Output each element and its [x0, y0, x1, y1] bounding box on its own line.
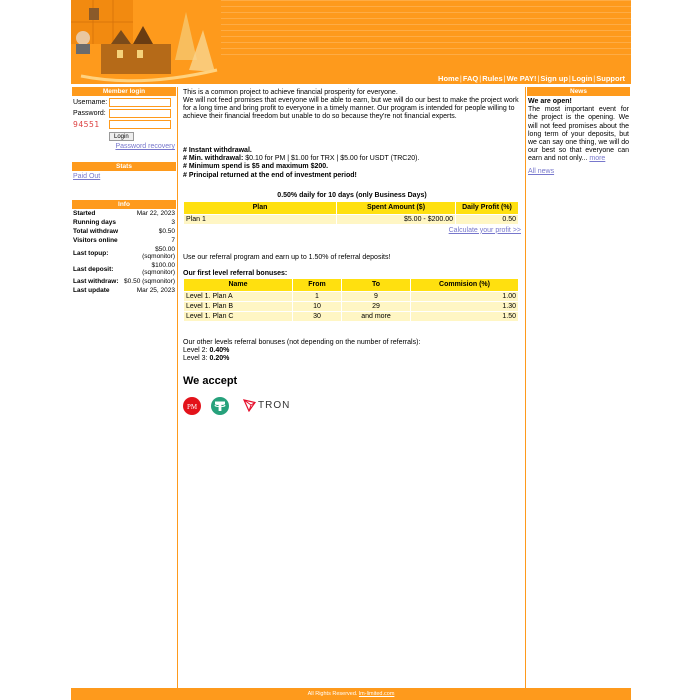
captcha-image: 94551 — [73, 120, 100, 129]
nav-faq[interactable]: FAQ — [462, 74, 479, 83]
referral-text: Use our referral program and earn up to 1.50% of referral deposits! — [183, 253, 391, 261]
perfect-money-icon — [183, 397, 201, 415]
footer — [71, 688, 631, 700]
level2-value: 0.40% — [209, 346, 230, 354]
username-label: Username: — [73, 99, 108, 106]
top-navigation — [438, 74, 625, 83]
plan-title: 0.50% daily for 10 days (only Business Days) — [277, 191, 427, 199]
header-banner-image — [71, 0, 221, 84]
nav-separator: | — [593, 74, 596, 83]
login-button[interactable]: Login — [109, 132, 134, 141]
nav-login[interactable]: Login — [571, 74, 593, 83]
header — [71, 0, 631, 84]
nav-separator: | — [503, 74, 506, 83]
news-item — [526, 96, 631, 166]
news-more-link[interactable]: more — [589, 155, 606, 163]
stats-title: Stats — [72, 162, 176, 171]
all-news-link[interactable]: All news — [528, 167, 555, 175]
right-sidebar — [525, 87, 631, 688]
table-row: Plan 1 $5.00 - $200.00 0.50 — [184, 214, 519, 224]
calculate-profit-link[interactable]: Calculate your profit >> — [448, 226, 521, 234]
paid-out-link[interactable]: Paid Out — [73, 173, 101, 180]
news-headline: We are open! — [528, 98, 572, 105]
info-row: Started Mar 22, 2023 — [73, 210, 175, 217]
left-sidebar — [71, 87, 178, 688]
member-login-title: Member login — [72, 87, 176, 96]
plan-table: Plan Spent Amount ($) Daily Profit (%) Plan 1 $5.00 - $200.00 0.50 — [183, 201, 519, 225]
password-input[interactable] — [109, 109, 171, 118]
referral-title: Our first level referral bonuses: — [183, 269, 288, 277]
footer-copyright: All Rights Reserved. — [307, 691, 358, 697]
info-row: Last withdraw: $0.50 (sqmonitor) — [73, 278, 175, 285]
footer-site-link[interactable]: lm-limited.com — [358, 691, 395, 697]
tron-logo — [243, 399, 290, 412]
nav-separator: | — [459, 74, 462, 83]
info-row: Running days 3 — [73, 219, 175, 226]
table-row: Level 1. Plan B 10 29 1.30 — [184, 301, 519, 311]
info-row: Last update Mar 25, 2023 — [73, 287, 175, 294]
username-input[interactable] — [109, 98, 171, 107]
other-levels-text: Our other levels referral bonuses (not depending on the number of referrals): — [183, 338, 421, 346]
info-table — [72, 209, 176, 295]
info-row: Last deposit: $100.00 (sqmonitor) — [73, 262, 175, 276]
info-row: Last topup: $50.00 (sqmonitor) — [73, 246, 175, 260]
table-row: Level 1. Plan A 1 9 1.00 — [184, 291, 519, 301]
info-row: Visitors online 7 — [73, 237, 175, 244]
nav-sign-up[interactable]: Sign up — [540, 74, 568, 83]
nav-separator: | — [568, 74, 571, 83]
news-text: The most important event for the project is the opening. We will not feed promises about the long term of your deposits, but we can say one thing, we will do our best so that everyone can earn and not only... — [528, 106, 629, 163]
tron-icon — [243, 399, 256, 412]
password-label: Password: — [73, 110, 106, 117]
news-title: News — [527, 87, 630, 96]
captcha-input[interactable] — [109, 120, 171, 129]
we-accept-title: We accept — [183, 374, 238, 387]
main-content: This is a common project to achieve financial prosperity for everyone. We will not feed promises that everyone will be able to earn, but we will do our best to make the project work for a long time and bring profit to everyone in a timely manner. Our program is intended for people willing to achieve their financial freedom but unable to do so because they're not financial experts. # Instant withdrawal. # Min. withdrawal: $0.10 for PM | $1.00 for TRX | $5.00 for USDT (TRC20). # Minimum spend is $5 and maximum $200. # Principal returned at the end of investment period! 0.50% daily for 10 days (only Business Days) Plan Spent Amount ($) Daily Profit (%) Plan 1 $5.00 - $200.00 0.50 Calculate your profit >> Use our referral program and earn up to 1.50% of referral deposits! Our first level referral bonuses: Name From To Commision (%) Level 1. Plan A 1 9 1.00 Level 1. Plan B 10 29 1.30 Level 1. Plan C 30 and more 1.50 Our other levels referral bonuses (not depending on the number of referrals): Level 2: 0.40% Level 3: 0.20% We accept PM TRON — [183, 89, 521, 415]
nav-separator: | — [537, 74, 540, 83]
referral-table: Name From To Commision (%) Level 1. Plan A 1 9 1.00 Level 1. Plan B 10 29 1.30 Level 1. Plan C 30 and more 1.50 — [183, 278, 519, 322]
tether-icon — [211, 397, 229, 415]
nav-rules[interactable]: Rules — [482, 74, 503, 83]
info-title: Info — [72, 200, 176, 209]
info-row: Total withdraw $0.50 — [73, 228, 175, 235]
password-recovery-link[interactable]: Password recovery — [115, 143, 175, 150]
nav-separator: | — [479, 74, 482, 83]
intro-text: This is a common project to achieve financial prosperity for everyone. We will not feed promises that everyone will be able to earn, but we will do our best to make the project work for a long time and bring profit to everyone in a timely manner. Our program is intended for people willing to achieve their financial freedom but unable to do so because they're not financial experts. — [183, 89, 519, 120]
tron-logo-text: TRON — [258, 400, 291, 412]
payment-methods — [183, 397, 521, 415]
nav-home[interactable]: Home — [438, 74, 459, 83]
perfect-money-logo-text: PM — [186, 402, 198, 411]
page — [71, 0, 631, 700]
nav-we-pay[interactable]: We PAY! — [506, 74, 537, 83]
nav-support[interactable]: Support — [596, 74, 625, 83]
features-list: # Instant withdrawal. # Min. withdrawal: $0.10 for PM | $1.00 for TRX | $5.00 for USDT (TRC20). # Minimum spend is $5 and maximum $200. # Principal returned at the end of investment period! — [183, 147, 420, 179]
level3-value: 0.20% — [209, 354, 230, 362]
table-row: Level 1. Plan C 30 and more 1.50 — [184, 311, 519, 321]
